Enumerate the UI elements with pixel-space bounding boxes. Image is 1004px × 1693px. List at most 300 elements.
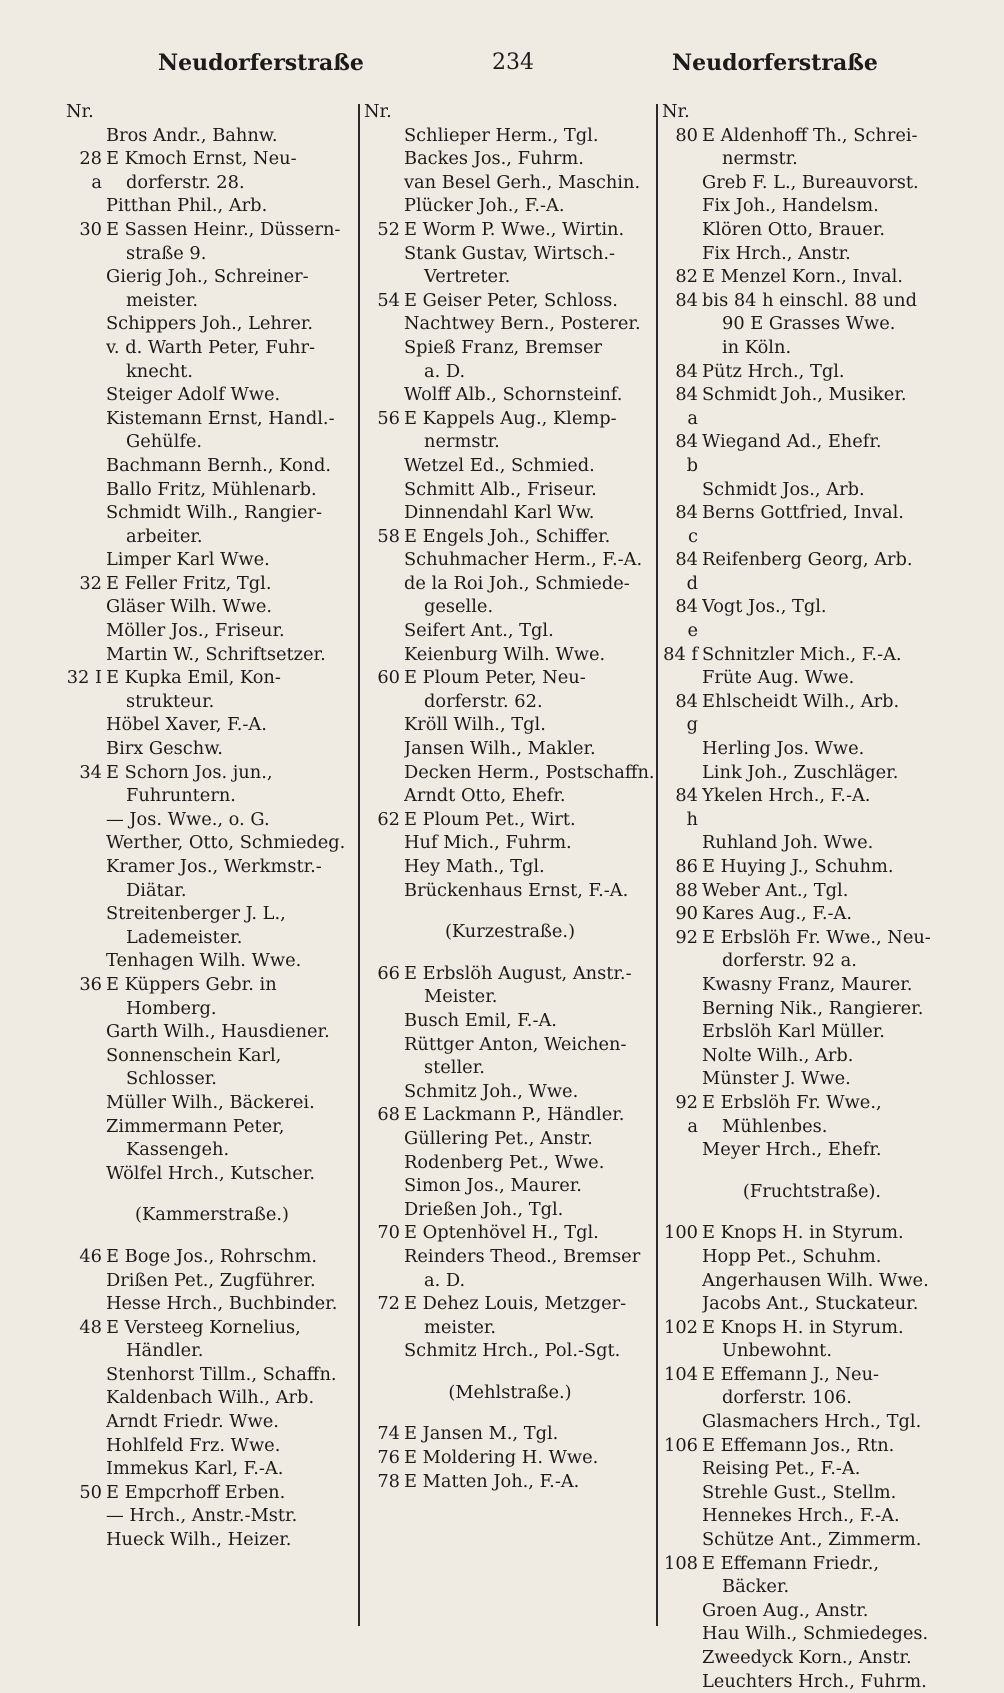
directory-entry — [662, 879, 962, 903]
entry-line: Bäcker. — [722, 1576, 790, 1598]
entry-text — [702, 548, 962, 595]
entry-line: Mühlenbes. — [722, 1115, 828, 1137]
directory-entry — [66, 808, 358, 832]
entry-line: nermstr. — [722, 148, 798, 170]
entry-line: Kassengeh. — [126, 1139, 230, 1161]
entry-line: Meyer Hrch., Ehefr. — [702, 1139, 882, 1161]
directory-entry — [66, 1091, 358, 1115]
entry-line: geselle. — [424, 596, 494, 618]
entry-line: Hueck Wilh., Heizer. — [106, 1529, 292, 1551]
directory-entry — [662, 1457, 962, 1481]
entry-line: Drißen Pet., Zugführer. — [106, 1269, 316, 1291]
entry-line: Hennekes Hrch., F.-A. — [702, 1505, 900, 1527]
column-divider — [358, 104, 360, 1626]
entry-line: E Dehez Louis, Metzger- — [404, 1293, 627, 1315]
entry-line: Schmitt Alb., Friseur. — [404, 478, 597, 500]
directory-entry — [364, 312, 656, 336]
entry-line: Unbewohnt. — [722, 1340, 832, 1362]
directory-entry — [364, 242, 656, 289]
directory-entry — [662, 737, 962, 761]
entry-line: — Jos. Wwe., o. G. — [106, 808, 270, 830]
entry-line: E Aldenhoff Th., Schrei- — [702, 124, 918, 146]
entry-text — [404, 666, 656, 713]
column-left — [66, 100, 358, 1552]
house-number: 48 — [79, 1316, 102, 1338]
entry-line: Huf Mich., Fuhrm. — [404, 832, 572, 854]
entry-line: Angerhausen Wilh. Wwe. — [702, 1269, 929, 1291]
directory-entry — [662, 1091, 962, 1138]
directory-entry — [364, 1174, 656, 1198]
entry-text — [702, 1363, 962, 1410]
directory-entry — [66, 713, 358, 737]
directory-entry — [364, 643, 656, 667]
directory-entry — [364, 124, 656, 148]
entry-line: Arndt Friedr. Wwe. — [106, 1411, 279, 1433]
entry-line: Homberg. — [126, 997, 217, 1019]
directory-entry — [662, 1269, 962, 1293]
house-number: 106 — [664, 1434, 698, 1456]
directory-entry — [662, 501, 962, 548]
directory-entry — [364, 761, 656, 785]
column-right — [662, 100, 962, 1693]
directory-entry — [66, 407, 358, 454]
entry-text — [106, 1316, 358, 1363]
directory-entry — [662, 1221, 962, 1245]
entry-line: Gläser Wilh. Wwe. — [106, 596, 273, 618]
entry-line: E Kappels Aug., Klemp- — [404, 407, 617, 429]
directory-entry — [662, 1599, 962, 1623]
entry-line: Kares Aug., F.-A. — [702, 903, 853, 925]
entry-text — [404, 407, 656, 454]
directory-entry — [66, 265, 358, 312]
directory-entry — [66, 336, 358, 383]
entry-line: Hohlfeld Frz. Wwe. — [106, 1434, 281, 1456]
house-number: 62 — [377, 808, 400, 830]
entry-line: Garth Wilh., Hausdiener. — [106, 1021, 330, 1043]
entry-line: Gehülfe. — [126, 431, 203, 453]
directory-entry — [66, 194, 358, 218]
entry-line: E Erbslöh August, Anstr.- — [404, 962, 632, 984]
entry-text — [702, 360, 962, 384]
house-number: 46 — [79, 1245, 102, 1267]
directory-entry — [662, 855, 962, 879]
entry-line: Arndt Otto, Ehefr. — [404, 785, 566, 807]
entry-line: Wolff Alb., Schornsteinf. — [404, 384, 623, 406]
entry-line: Berning Nik., Rangierer. — [702, 997, 924, 1019]
entry-text — [702, 1316, 962, 1363]
entry-line: Meister. — [424, 986, 498, 1008]
directory-entry — [364, 808, 656, 832]
entry-text — [106, 1245, 358, 1269]
directory-entry — [364, 879, 656, 903]
running-header-left: Neudorferstraße — [158, 50, 364, 76]
entry-line: Zimmermann Peter, — [106, 1115, 285, 1137]
directory-entry — [364, 1422, 656, 1446]
directory-entry — [662, 171, 962, 195]
entry-line: Zweedyck Korn., Anstr. — [702, 1647, 912, 1668]
entry-line: E Matten Joh., F.-A. — [404, 1470, 580, 1492]
directory-entry — [66, 1481, 358, 1505]
entry-line: Leuchters Hrch., Fuhrm. — [702, 1670, 927, 1692]
directory-entry — [66, 1162, 358, 1186]
directory-entry — [662, 643, 962, 667]
directory-entry — [364, 501, 656, 525]
directory-entry — [662, 383, 962, 430]
entry-text — [404, 1103, 656, 1127]
entry-line: Link Joh., Zuschläger. — [702, 761, 899, 783]
entry-text — [106, 973, 358, 1020]
entry-line: Herling Jos. Wwe. — [702, 738, 865, 760]
entry-line: Reinders Theod., Bremser — [404, 1245, 641, 1267]
directory-entry — [662, 194, 962, 218]
entry-line: Groen Aug., Anstr. — [702, 1599, 869, 1621]
entry-line: E Boge Jos., Rohrschm. — [106, 1245, 317, 1267]
entry-line: Hopp Pet., Schuhm. — [702, 1245, 882, 1267]
house-number: 82 — [675, 266, 698, 288]
entry-text — [404, 808, 656, 832]
entry-line: Bachmann Bernh., Kond. — [106, 454, 332, 476]
directory-entry — [364, 1245, 656, 1292]
directory-entry — [364, 831, 656, 855]
house-number: 84 — [675, 289, 698, 311]
directory-entry — [364, 525, 656, 549]
cross-street-heading: (Kurzestraße.) — [444, 921, 576, 943]
entry-line: E Huying J., Schuhm. — [702, 856, 894, 877]
directory-entry — [364, 147, 656, 171]
entry-text — [702, 643, 962, 667]
directory-entry — [662, 289, 962, 360]
entry-line: Wetzel Ed., Schmied. — [404, 454, 595, 476]
house-number: 84 — [675, 360, 698, 382]
directory-entry — [66, 1044, 358, 1091]
entry-text — [106, 761, 358, 808]
house-number: 56 — [377, 407, 400, 429]
directory-entry — [66, 855, 358, 902]
directory-entry — [662, 1410, 962, 1434]
entry-text — [106, 1481, 358, 1505]
entry-line: Strehle Gust., Stellm. — [702, 1481, 897, 1503]
entry-line: dorferstr. 28. — [126, 171, 245, 193]
directory-entry — [364, 1221, 656, 1245]
entry-text — [702, 902, 962, 926]
entry-line: Müller Wilh., Bäckerei. — [106, 1091, 315, 1113]
directory-entry — [662, 478, 962, 502]
cross-street-heading: (Mehlstraße.) — [448, 1381, 572, 1403]
house-number: 88 — [675, 879, 698, 901]
entry-line: Backes Jos., Fuhrm. — [404, 148, 584, 170]
directory-entry — [662, 1670, 962, 1693]
entry-line: Hey Math., Tgl. — [404, 856, 545, 877]
directory-entry — [662, 1528, 962, 1552]
entry-line: Fuhruntern. — [126, 785, 236, 807]
entry-text — [702, 1552, 962, 1599]
directory-entry — [364, 1292, 656, 1339]
entry-line: Weber Ant., Tgl. — [702, 879, 849, 901]
house-number: 30 — [79, 218, 102, 240]
entry-line: Kistemann Ernst, Handl.- — [106, 407, 335, 429]
entry-line: Vertreter. — [424, 266, 511, 288]
entry-line: Busch Emil, F.-A. — [404, 1009, 557, 1031]
directory-entry — [364, 194, 656, 218]
directory-entry — [662, 690, 962, 737]
entry-line: Fix Joh., Handelsm. — [702, 195, 879, 217]
entry-text — [702, 595, 962, 642]
directory-entry — [662, 1245, 962, 1269]
house-number: 84 c — [675, 502, 698, 547]
entry-line: dorferstr. 92 a. — [722, 950, 857, 972]
entry-line: Schütze Ant., Zimmerm. — [702, 1529, 922, 1551]
directory-entry — [364, 737, 656, 761]
entry-text — [404, 962, 656, 1009]
house-number: 66 — [377, 962, 400, 984]
entry-text — [702, 289, 962, 360]
house-number: 108 — [664, 1552, 698, 1574]
entry-line: Stenhorst Tillm., Schaffn. — [106, 1363, 337, 1385]
house-number: 80 — [675, 124, 698, 146]
entry-line: arbeiter. — [126, 525, 203, 547]
entry-line: Diätar. — [126, 879, 187, 901]
entry-line: Bros Andr., Bahnw. — [106, 124, 278, 146]
house-number: 104 — [664, 1363, 698, 1385]
entry-line: v. d. Warth Peter, Fuhr- — [106, 336, 315, 358]
entry-text — [702, 784, 962, 831]
entry-line: E Knops H. in Styrum. — [702, 1222, 904, 1244]
column-number-header: Nr. — [662, 101, 690, 122]
entry-line: dorferstr. 62. — [424, 690, 543, 712]
entry-text — [702, 383, 962, 430]
entry-line: meister. — [424, 1316, 497, 1338]
entry-text — [702, 1434, 962, 1458]
entry-line: Streitenberger J. L., — [106, 903, 286, 925]
entry-line: E Küppers Gebr. in — [106, 973, 277, 995]
entry-line: E Kmoch Ernst, Neu- — [106, 148, 297, 170]
directory-entry — [66, 1245, 358, 1269]
directory-entry — [662, 1434, 962, 1458]
directory-entry — [66, 973, 358, 1020]
entry-line: Schnitzler Mich., F.-A. — [702, 643, 902, 665]
column-divider — [656, 104, 658, 1626]
entry-line: de la Roi Joh., Schmiede- — [404, 572, 630, 594]
entry-line: Vogt Jos., Tgl. — [702, 596, 827, 618]
house-number: 84 h — [675, 785, 698, 830]
entry-line: Wölfel Hrch., Kutscher. — [106, 1162, 316, 1184]
entry-text — [404, 1422, 656, 1446]
house-number: 86 — [675, 856, 698, 877]
entry-line: E Effemann Jos., Rtn. — [702, 1434, 895, 1456]
directory-entry — [662, 997, 962, 1021]
entry-text — [106, 147, 358, 194]
directory-entry — [364, 666, 656, 713]
directory-entry — [66, 737, 358, 761]
directory-entry — [66, 147, 358, 194]
entry-line: Pütz Hrch., Tgl. — [702, 360, 845, 382]
entry-line: Hesse Hrch., Buchbinder. — [106, 1293, 338, 1315]
entry-line: Plücker Joh., F.-A. — [404, 195, 565, 217]
directory-entry — [662, 265, 962, 289]
directory-entry — [364, 336, 656, 383]
entry-line: van Besel Gerh., Maschin. — [404, 171, 641, 193]
entry-line: a. D. — [424, 360, 466, 382]
entry-line: Immekus Karl, F.-A. — [106, 1458, 284, 1480]
directory-entry — [66, 454, 358, 478]
directory-entry — [364, 1446, 656, 1470]
entry-line: Ruhland Joh. Wwe. — [702, 832, 874, 854]
directory-entry — [662, 242, 962, 266]
house-number: 34 — [79, 761, 102, 783]
entry-line: E Knops H. in Styrum. — [702, 1316, 904, 1338]
directory-entry — [66, 902, 358, 949]
entry-text — [702, 879, 962, 903]
entry-line: E Versteeg Kornelius, — [106, 1316, 301, 1338]
house-number: 92 a — [675, 1091, 698, 1137]
directory-entry — [66, 548, 358, 572]
directory-entry — [66, 312, 358, 336]
directory-entry — [662, 1363, 962, 1410]
directory-entry — [662, 548, 962, 595]
entry-line: Ehlscheidt Wilh., Arb. — [702, 690, 900, 712]
directory-entry — [364, 1470, 656, 1494]
directory-entry — [66, 1410, 358, 1434]
entry-text — [404, 1292, 656, 1339]
directory-entry — [66, 831, 358, 855]
column-number-header: Nr. — [66, 101, 94, 122]
entry-line: Rüttger Anton, Weichen- — [404, 1033, 627, 1055]
entry-line: E Jansen M., Tgl. — [404, 1423, 559, 1445]
directory-entry — [66, 1504, 358, 1528]
directory-entry — [66, 1269, 358, 1293]
directory-entry — [662, 1020, 962, 1044]
entry-line: Nolte Wilh., Arb. — [702, 1044, 854, 1066]
directory-entry — [66, 949, 358, 973]
entry-text — [702, 501, 962, 548]
entry-line: Gierig Joh., Schreiner- — [106, 266, 309, 288]
entry-line: Schmitz Hrch., Pol.-Sgt. — [404, 1340, 621, 1362]
entry-line: Kramer Jos., Werkmstr.- — [106, 856, 322, 877]
directory-entry — [66, 383, 358, 407]
entry-line: Jacobs Ant., Stuckateur. — [702, 1293, 919, 1315]
directory-entry — [364, 1339, 656, 1363]
directory-entry — [364, 548, 656, 572]
entry-text — [106, 218, 358, 265]
directory-entry — [66, 124, 358, 148]
directory-entry — [66, 1363, 358, 1387]
entry-line: E Kupka Emil, Kon- — [106, 667, 281, 689]
directory-entry — [66, 1115, 358, 1162]
entry-text — [702, 1221, 962, 1245]
entry-line: Lademeister. — [126, 926, 243, 948]
page-number: 234 — [492, 50, 534, 75]
entry-line: Nachtwey Bern., Posterer. — [404, 313, 641, 335]
directory-entry — [66, 1457, 358, 1481]
house-number: 52 — [377, 218, 400, 240]
directory-entry — [364, 713, 656, 737]
entry-line: Möller Jos., Friseur. — [106, 620, 285, 642]
directory-entry — [364, 478, 656, 502]
entry-line: Berns Gottfried, Inval. — [702, 502, 904, 524]
entry-line: E Menzel Korn., Inval. — [702, 266, 903, 288]
directory-entry — [364, 218, 656, 242]
directory-entry — [662, 1316, 962, 1363]
entry-text — [702, 1091, 962, 1138]
entry-line: E Effemann Friedr., — [702, 1552, 880, 1574]
entry-line: Simon Jos., Maurer. — [404, 1175, 582, 1197]
entry-line: Schmidt Jos., Arb. — [702, 478, 865, 500]
entry-text — [106, 666, 358, 713]
house-number: 102 — [664, 1316, 698, 1338]
column-middle — [364, 100, 656, 1493]
directory-entry — [66, 1292, 358, 1316]
entry-line: Wiegand Ad., Ehefr. — [702, 431, 882, 453]
cross-street-heading: (Fruchtstraße). — [742, 1180, 882, 1202]
directory-entry — [662, 926, 962, 973]
entry-text — [404, 1446, 656, 1470]
entry-line: Rodenberg Pet., Wwe. — [404, 1151, 605, 1173]
directory-entry — [364, 289, 656, 313]
entry-line: Werther, Otto, Schmiedeg. — [106, 832, 346, 854]
directory-entry — [662, 666, 962, 690]
entry-line: Händler. — [126, 1340, 204, 1362]
entry-line: 90 E Grasses Wwe. — [722, 313, 896, 335]
directory-entry — [662, 1481, 962, 1505]
entry-line: Ykelen Hrch., F.-A. — [702, 785, 871, 807]
house-number: 74 — [377, 1423, 400, 1445]
directory-entry — [662, 761, 962, 785]
entry-line: strukteur. — [126, 690, 215, 712]
entry-line: Pitthan Phil., Arb. — [106, 195, 268, 217]
house-number: 84 f — [663, 643, 698, 665]
directory-entry — [66, 761, 358, 808]
directory-entry — [662, 430, 962, 477]
entry-line: E Moldering H. Wwe. — [404, 1447, 599, 1469]
entry-line: Kaldenbach Wilh., Arb. — [106, 1387, 315, 1409]
entry-line: in Köln. — [722, 336, 792, 358]
entry-text — [106, 572, 358, 596]
entry-text — [404, 1221, 656, 1245]
house-number: 92 — [675, 926, 698, 948]
entry-text — [702, 855, 962, 879]
directory-entry — [66, 1386, 358, 1410]
directory-entry — [364, 784, 656, 808]
directory-entry — [364, 454, 656, 478]
entry-line: Reising Pet., F.-A. — [702, 1458, 861, 1480]
entry-line: Schmidt Wilh., Rangier- — [106, 502, 323, 524]
entry-line: Spieß Franz, Bremser — [404, 336, 602, 358]
directory-entry — [364, 1198, 656, 1222]
directory-entry — [66, 595, 358, 619]
directory-entry — [364, 1033, 656, 1080]
house-number: 72 — [377, 1293, 400, 1315]
directory-entry — [662, 124, 962, 171]
house-number: 32 — [79, 572, 102, 594]
entry-line: E Ploum Pet., Wirt. — [404, 808, 576, 830]
entry-line: Sonnenschein Karl, — [106, 1044, 282, 1066]
entry-line: Birx Geschw. — [106, 738, 223, 760]
entry-line: Drießen Joh., Tgl. — [404, 1198, 564, 1220]
entry-line: Klören Otto, Brauer. — [702, 218, 886, 240]
house-number: 28 a — [79, 148, 102, 193]
entry-line: E Erbslöh Fr. Wwe., — [702, 1091, 882, 1113]
entry-line: E Effemann J., Neu- — [702, 1363, 880, 1385]
entry-line: Schmidt Joh., Musiker. — [702, 384, 907, 406]
directory-entry — [364, 1009, 656, 1033]
entry-line: Erbslöh Karl Müller. — [702, 1021, 885, 1043]
directory-entry — [364, 1103, 656, 1127]
directory-entry — [364, 171, 656, 195]
directory-entry — [662, 1044, 962, 1068]
entry-line: E Lackmann P., Händler. — [404, 1104, 625, 1126]
entry-line: Greb F. L., Bureauvorst. — [702, 171, 919, 193]
directory-entry — [66, 501, 358, 548]
